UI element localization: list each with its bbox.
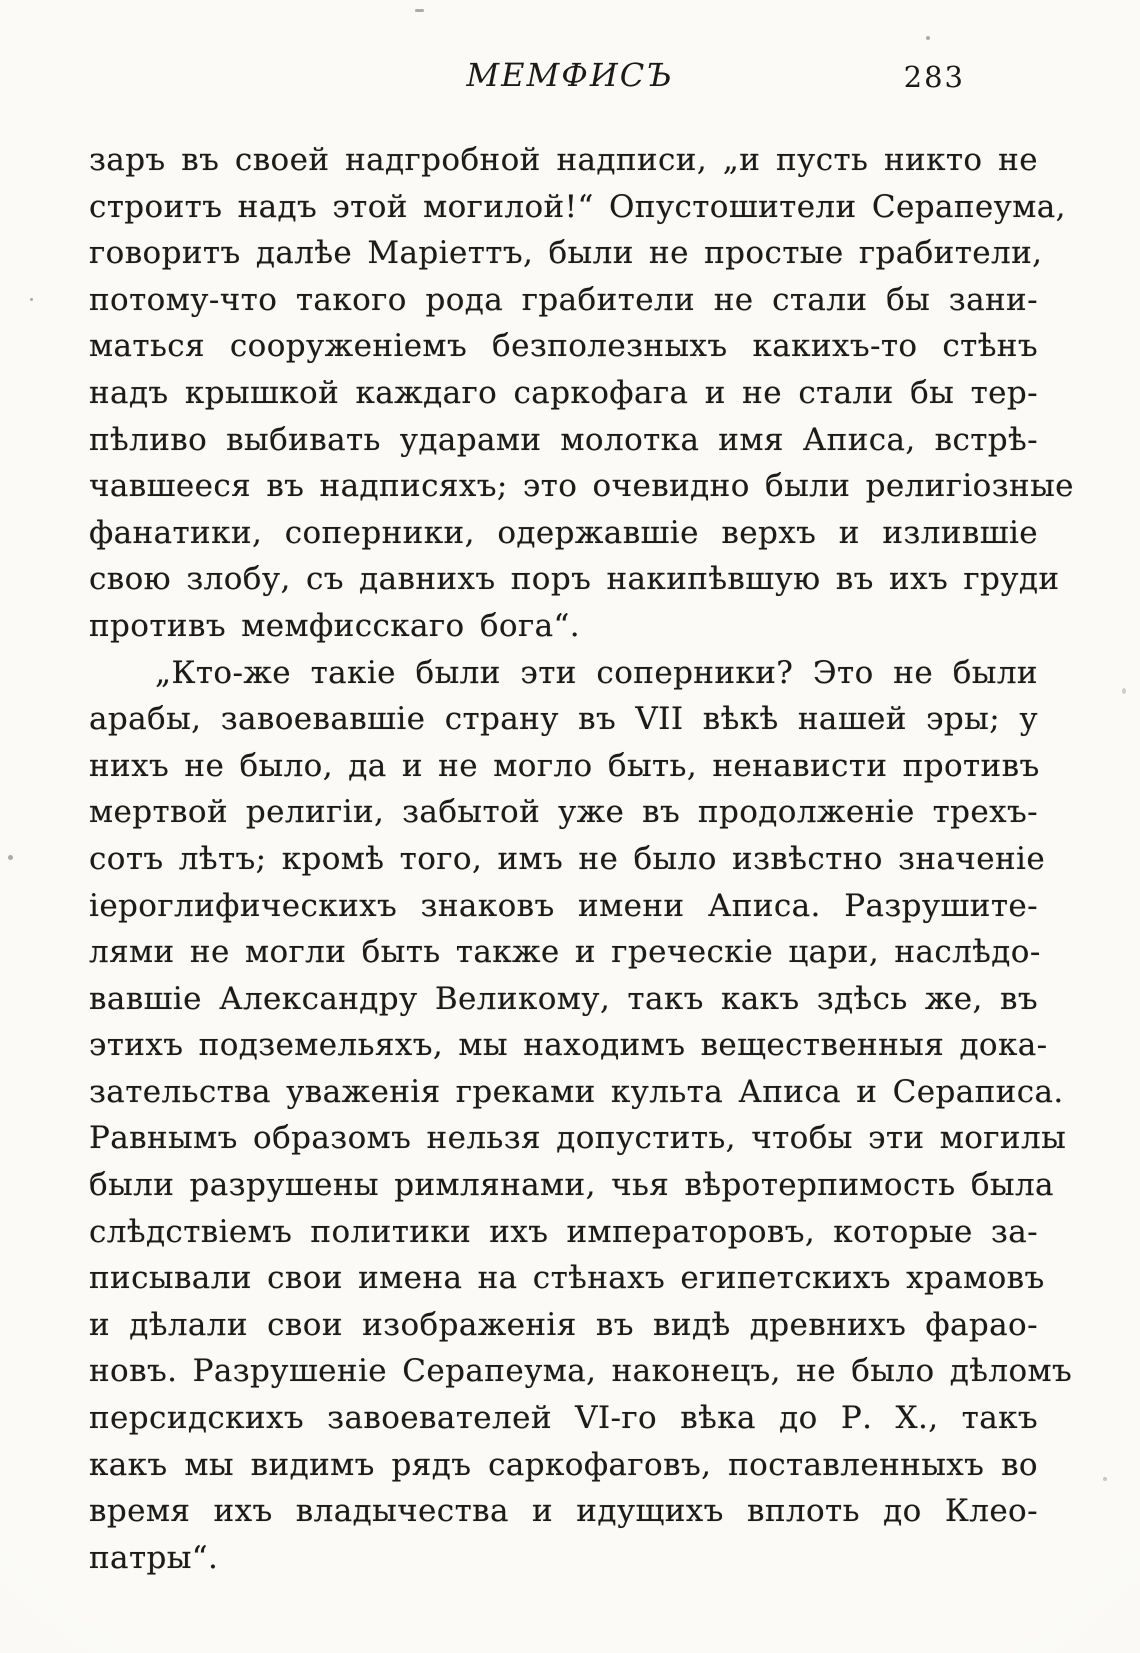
scan-speck [1103, 1477, 1107, 1481]
text-line: персидскихъ завоевателей VI-го вѣка до Р. Х., такъ [89, 1400, 1038, 1437]
text-line: Равнымъ образомъ нельзя допустить, чтобы эти могилы [89, 1120, 1067, 1157]
text-line: арабы, завоевавшіе страну въ VII вѣкѣ нашей эры; у [89, 701, 1038, 738]
text-line: противъ мемфисскаго бога“. [89, 607, 581, 644]
scan-speck [8, 855, 13, 860]
text-line: новъ. Разрушеніе Серапеума, наконецъ, не было дѣломъ [89, 1353, 1073, 1390]
text-line: и дѣлали свои изображенія въ видѣ древнихъ фарао- [89, 1306, 1038, 1343]
text-line: патры“. [89, 1539, 219, 1576]
text-line: зательства уваженія греками культа Аписа и Сераписа. [89, 1073, 1064, 1110]
scan-speck [1122, 688, 1126, 694]
text-line: свою злобу, съ давнихъ поръ накипѣвшую въ ихъ груди [89, 561, 1060, 598]
page-title: МЕМФИСЪ [466, 56, 674, 94]
text-line: пѣливо выбивать ударами молотка имя Аписа, встрѣ- [89, 421, 1038, 458]
running-header [0, 56, 1140, 100]
text-line: маться сооруженіемъ безполезныхъ какихъ-то стѣнъ [89, 328, 1038, 365]
text-line: надъ крышкой каждаго саркофага и не стали бы тер- [89, 374, 1038, 411]
text-line: мертвой религіи, забытой уже въ продолженіе трехъ- [89, 794, 1038, 831]
text-line: фанатики, соперники, одержавшіе верхъ и излившіе [89, 514, 1038, 551]
text-line: сотъ лѣтъ; кромѣ того, имъ не было извѣстно значеніе [89, 840, 1046, 877]
text-line: „Кто-же такіе были эти соперники? Это не были [155, 654, 1038, 691]
text-line: писывали свои имена на стѣнахъ египетскихъ храмовъ [89, 1260, 1045, 1297]
text-line: говоритъ далѣе Маріеттъ, были не простые грабители, [89, 235, 1043, 272]
scan-speck [30, 298, 33, 301]
text-block [89, 137, 1074, 1581]
text-line: потому-что такого рода грабители не стали бы зани- [89, 281, 1038, 318]
text-line: вавшіе Александру Великому, такъ какъ здѣсь же, въ [89, 980, 1038, 1017]
text-line: іероглифическихъ знаковъ имени Аписа. Разрушите- [89, 887, 1038, 924]
text-line: нихъ не было, да и не могло быть, ненависти противъ [89, 747, 1040, 784]
scan-speck [926, 36, 930, 40]
page-number: 283 [903, 60, 965, 94]
text-line: какъ мы видимъ рядъ саркофаговъ, поставленныхъ во [89, 1446, 1038, 1483]
text-line: были разрушены римлянами, чья вѣротерпимость была [89, 1167, 1054, 1204]
text-line: этихъ подземельяхъ, мы находимъ вещественныя дока- [89, 1027, 1048, 1064]
text-line: время ихъ владычества и идущихъ вплоть до Клео- [89, 1493, 1038, 1530]
text-line: слѣдствіемъ политики ихъ императоровъ, которые за- [89, 1213, 1038, 1250]
text-line: заръ въ своей надгробной надписи, „и пусть никто не [89, 142, 1038, 178]
scan-speck [415, 9, 424, 12]
text-line: лями не могли быть также и греческіе цари, наслѣдо- [89, 934, 1041, 971]
text-line: чавшееся въ надписяхъ; это очевидно были религіозные [89, 468, 1074, 505]
text-line: строитъ надъ этой могилой!“ Опустошители Серапеума, [89, 188, 1066, 225]
